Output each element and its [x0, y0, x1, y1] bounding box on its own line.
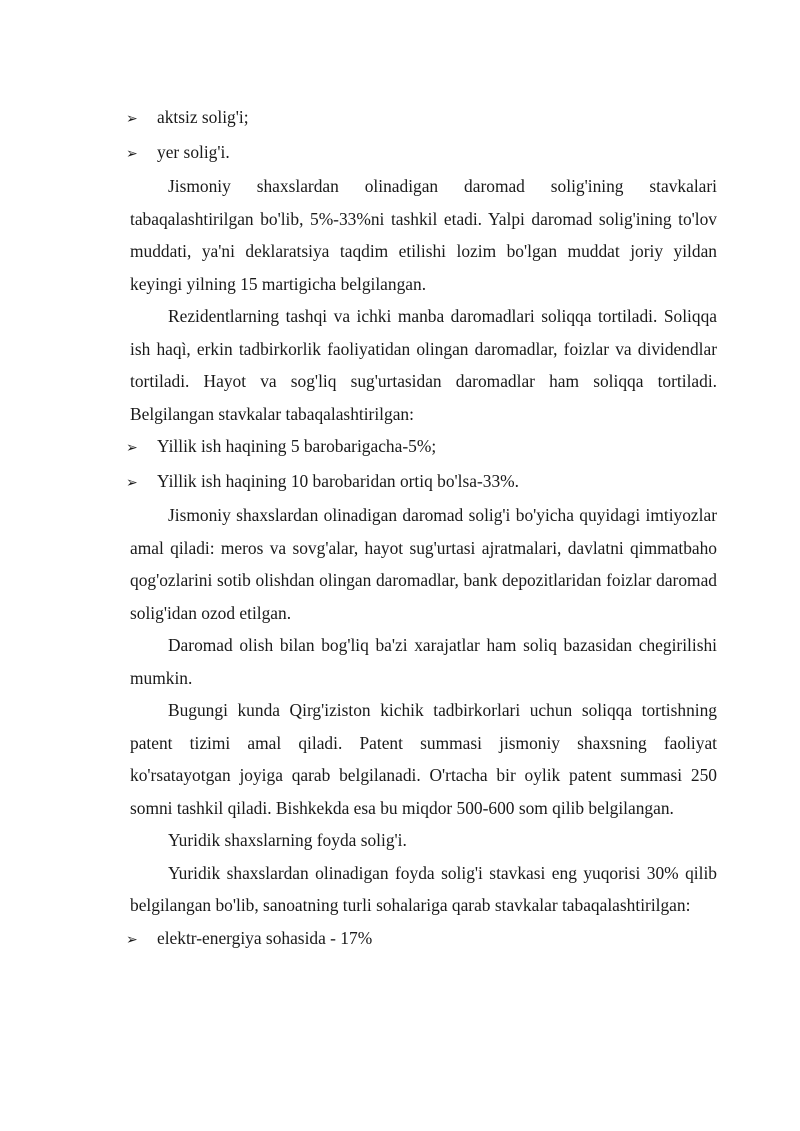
- bullet-item: [126, 430, 717, 465]
- paragraph: Jismoniy shaxslardan olinadigan daromad solig'i bo'yicha quyidagi imtiyozlar amal qiladi: meros va sovg'alar, hayot sug'urtasi ajratmalari, davlatni qimmatbaho qog'ozlarini sotib olishdan olingan daromadlar, bank depozitlaridan foizlar daromad solig'idan ozod etilgan.: [130, 505, 717, 623]
- bullet-text: Yillik ish haqining 10 barobaridan ortiq bo'lsa-33%.: [157, 470, 520, 491]
- bullet-text: Yillik ish haqining 5 barobarigacha-5%;: [157, 436, 437, 456]
- paragraph: Rezidentlarning tashqi va ichki manba daromadlari soliqqa tortiladi. Soliqqa ish haqì, erkin tadbirkorlik faoliyatidan olingan daromadlar, foizlar va dividendlar tortiladi. Hayot va sog'liq sug'urtasidan daromadlar ham soliqqa tortiladi. Belgilangan stavkalar tabaqalashtirilgan:: [130, 306, 717, 424]
- document-body: [126, 101, 717, 956]
- paragraph: Yuridik shaxslardan olinadigan foyda solig'i stavkasi eng yuqorisi 30% qilib belgilangan bo'lib, sanoatning turli sohalariga qarab stavkalar tabaqalashtirilgan:: [130, 862, 717, 915]
- arrow-bullet-icon: ➢: [126, 474, 138, 491]
- paragraph: Jismoniy shaxslardan olinadigan daromad solig'ining stavkalari tabaqalashtirilgan bo'lib, 5%-33%ni tashkil etadi. Yalpi daromad solig'ining to'lov muddati, ya'ni deklaratsiya taqdim etilishi lozim bo'lgan muddat joriy yildan keyingi yilning 15 martigicha belgilangan.: [130, 176, 717, 294]
- bullet-item: [126, 101, 717, 136]
- section-heading: Yuridik shaxslarning foyda solig'i.: [168, 830, 407, 850]
- arrow-bullet-icon: ➢: [126, 111, 138, 127]
- bullet-text: aktsiz solig'i;: [157, 107, 249, 127]
- bullet-text: elektr-energiya sohasida - 17%: [157, 927, 373, 948]
- arrow-bullet-icon: ➢: [126, 440, 138, 456]
- paragraph: Bugungi kunda Qirg'iziston kichik tadbirkorlari uchun soliqqa tortishning patent tizimi amal qiladi. Patent summasi jismoniy shaxsning faoliyat ko'rsatayotgan joyiga qarab belgilanadi. O'rtacha bir oylik patent summasi 250 somni tashkil qiladi. Bishkekda esa bu miqdor 500-600 som qilib belgilangan.: [130, 700, 717, 818]
- bullet-item: [126, 136, 717, 171]
- bullet-item: [126, 922, 717, 957]
- arrow-bullet-icon: ➢: [126, 931, 138, 948]
- paragraph: Daromad olish bilan bog'liq ba'zi xarajatlar ham soliq bazasidan chegirilishi mumkin.: [130, 635, 717, 688]
- bullet-item: [126, 465, 717, 500]
- bullet-text: yer solig'i.: [157, 141, 230, 162]
- arrow-bullet-icon: ➢: [126, 145, 138, 162]
